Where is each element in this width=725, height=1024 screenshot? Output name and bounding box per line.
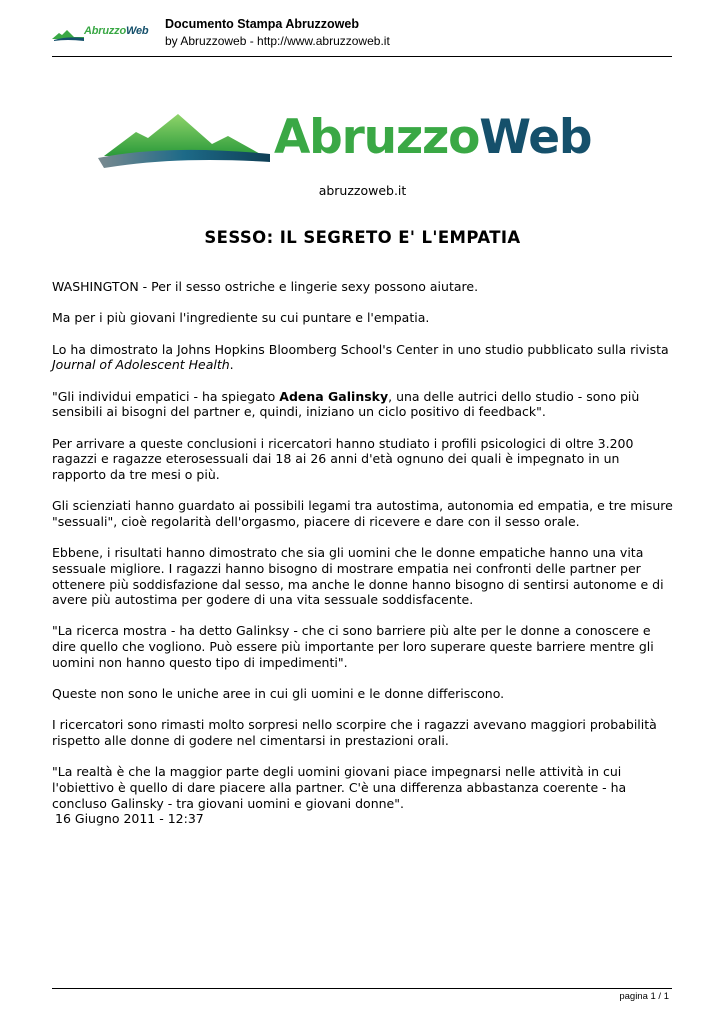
document-byline: by Abruzzoweb - http://www.abruzzoweb.it	[165, 34, 390, 48]
paragraph: Ebbene, i risultati hanno dimostrato che sia gli uomini che le donne empatiche hanno una vita sessuale migliore. I ragazzi hanno bisogno di mostrare empatia nei confronti delle partner per ottenere più soddisfazione dal sesso, ma anche le donne hanno bisogno di sentirsi autonome e di avere più autostima per godere di una vita sessuale soddisfacente.	[52, 545, 664, 608]
paragraph: "Gli individui empatici - ha spiegato Adena Galinsky, una delle autrici dello studio - sono più sensibili ai bisogni del partner e, quindi, iniziano un ciclo positivo di feedback".	[52, 388, 640, 420]
main-logo	[96, 108, 606, 174]
article-title: SESSO: IL SEGRETO E' L'EMPATIA	[204, 228, 521, 247]
document-title: Documento Stampa Abruzzoweb	[165, 17, 359, 31]
print-header	[52, 14, 672, 57]
paragraph: WASHINGTON - Per il sesso ostriche e lingerie sexy possono aiutare.	[52, 279, 479, 294]
header-logo	[52, 24, 152, 46]
mountain-logo-icon	[52, 28, 84, 42]
header-logo-text: AbruzzoWeb	[84, 25, 149, 37]
publish-date: 16 Giugno 2011 - 12:37	[55, 811, 204, 826]
footer-divider	[52, 988, 672, 989]
article-body	[52, 279, 674, 827]
paragraph: Per arrivare a queste conclusioni i ricercatori hanno studiato i profili psicologici di oltre 3.200 ragazzi e ragazze eterosessuali dai 18 ai 26 anni d'età ognuno dei quali è impegnato in un rapporto da tre mesi o più.	[52, 435, 634, 482]
page-number: pagina 1 / 1	[619, 991, 669, 1002]
paragraph: Lo ha dimostrato la Johns Hopkins Bloomberg School's Center in uno studio pubblicato sulla rivista Journal of Adolescent Health.	[52, 341, 669, 373]
main-logo-text: AbruzzoWeb	[274, 110, 592, 165]
paragraph: Ma per i più giovani l'ingrediente su cui puntare e l'empatia.	[52, 310, 430, 326]
paragraph: Queste non sono le uniche aree in cui gli uomini e le donne differiscono.	[52, 686, 505, 702]
paragraph: Gli scienziati hanno guardato ai possibili legami tra autostima, autonomia ed empatia, e tre misure "sessuali", cioè regolarità dell'orgasmo, piacere di ricevere e dare con il sesso orale.	[52, 498, 673, 529]
paragraph: I ricercatori sono rimasti molto sorpresi nello scorpire che i ragazzi avevano maggiori probabilità rispetto alle donne di godere nel cimentarsi in prestazioni orali.	[52, 717, 657, 749]
author-name: Adena Galinsky	[279, 388, 389, 404]
paragraph: "La ricerca mostra - ha detto Galinksy - che ci sono barriere più alte per le donne a conoscere e dire quello che vogliono. Può essere più importante per loro superare queste barriere mentre gli uomini non hanno questo tipo di impedimenti".	[52, 623, 654, 670]
site-name: abruzzoweb.it	[318, 183, 407, 198]
journal-name: Journal of Adolescent Health	[52, 357, 230, 373]
paragraph: "La realtà è che la maggior parte degli uomini giovani piace impegnarsi nelle attività in cui l'obiettivo è quello di dare piacere alla partner. C'è una differenza abbastanza coerente - ha concluso Galinsky - tra giovani uomini e giovani donne".	[52, 764, 627, 811]
mountain-logo-icon	[96, 110, 274, 172]
